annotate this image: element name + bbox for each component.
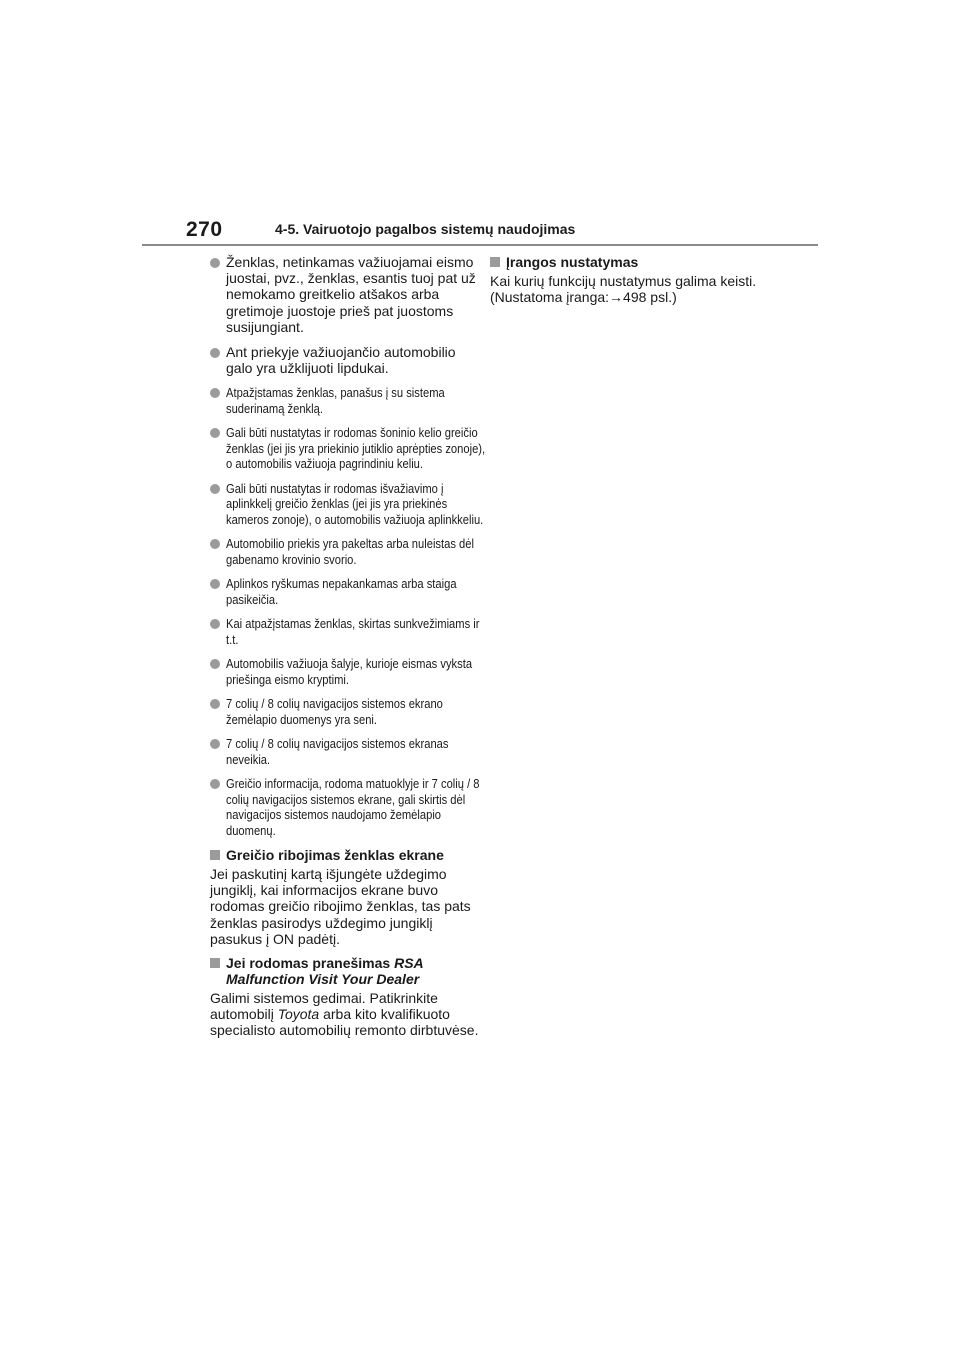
bullet-icon — [210, 579, 220, 589]
page-header — [142, 212, 818, 246]
right-column — [490, 254, 760, 313]
bullet-icon — [210, 258, 220, 268]
list-item: Ženklas, netinkamas važiuojamai eismo juostai, pvz., ženklas, esantis tuoj pat už nemokamo greitkelio atšakos arba gretimoje juostoje prieš pat juostoms susijungiant. — [210, 254, 480, 335]
section-heading: Greičio ribojimas ženklas ekrane — [210, 847, 480, 864]
section-title: 4-5. Vairuotojo pagalbos sistemų naudojimas — [275, 221, 576, 237]
section-body: Jei paskutinį kartą išjungėte uždegimo jungiklį, kai informacijos ekrane buvo rodomas greičio ribojimo ženklas, tas pats ženklas pasirodys uždegimo jungiklį pasukus į ON padėtį. — [210, 865, 471, 947]
section-heading: Įrangos nustatymas — [490, 254, 760, 271]
left-column — [210, 254, 486, 1047]
list-item: Automobilio priekis yra pakeltas arba nuleistas dėl gabenamo krovinio svorio. — [210, 536, 480, 567]
section-body: Kai kurių funkcijų nustatymus galima keisti. (Nustatoma įranga:→498 psl.) — [490, 272, 757, 305]
list-item: Ant priekyje važiuojančio automobilio galo yra užklijuoti lipdukai. — [210, 344, 480, 376]
bullet-icon — [210, 699, 220, 709]
list-item: Greičio informacija, rodoma matuoklyje ir 7 colių / 8 colių navigacijos sistemos ekrane, gali skirtis dėl navigacijos sistemos naudojamo žemėlapio duomenų. — [210, 776, 480, 838]
square-bullet-icon — [210, 958, 220, 968]
list-item: Aplinkos ryškumas nepakankamas arba staiga pasikeičia. — [210, 576, 480, 607]
page-number: 270 — [186, 218, 223, 241]
bullet-icon — [210, 428, 220, 438]
list-item: 7 colių / 8 colių navigacijos sistemos ekranas neveikia. — [210, 736, 480, 767]
square-bullet-icon — [210, 850, 220, 860]
section-heading: Jei rodomas pranešimas RSA Malfunction Visit Your Dealer — [210, 955, 480, 988]
bullet-icon — [210, 779, 220, 789]
list-item: 7 colių / 8 colių navigacijos sistemos ekrano žemėlapio duomenys yra seni. — [210, 696, 480, 727]
bullet-icon — [210, 388, 220, 398]
list-item: Gali būti nustatytas ir rodomas šoninio kelio greičio ženklas (jei jis yra priekinio jutiklio aprėpties zonoje), o automobilis važiuoja pagrindiniu keliu. — [210, 425, 480, 472]
header-divider — [142, 244, 818, 246]
section-body: Galimi sistemos gedimai. Patikrinkite automobilį Toyota arba kito kvalifikuoto specialisto automobilių remonto dirbtuvėse. — [210, 989, 479, 1039]
bullet-icon — [210, 484, 220, 494]
bullet-icon — [210, 539, 220, 549]
list-item: Atpažįstamas ženklas, panašus į su sistema suderinamą ženklą. — [210, 385, 480, 416]
list-item: Kai atpažįstamas ženklas, skirtas sunkvežimiams ir t.t. — [210, 616, 480, 647]
bullet-icon — [210, 739, 220, 749]
bullet-icon — [210, 659, 220, 669]
list-item: Automobilis važiuoja šalyje, kurioje eismas vyksta priešinga eismo kryptimi. — [210, 656, 480, 687]
list-item: Gali būti nustatytas ir rodomas išvažiavimo į aplinkkelį greičio ženklas (jei jis yra priekinės kameros zonoje), o automobilis važiuoja aplinkkeliu. — [210, 481, 480, 528]
bullet-icon — [210, 348, 220, 358]
square-bullet-icon — [490, 257, 500, 267]
bullet-icon — [210, 619, 220, 629]
